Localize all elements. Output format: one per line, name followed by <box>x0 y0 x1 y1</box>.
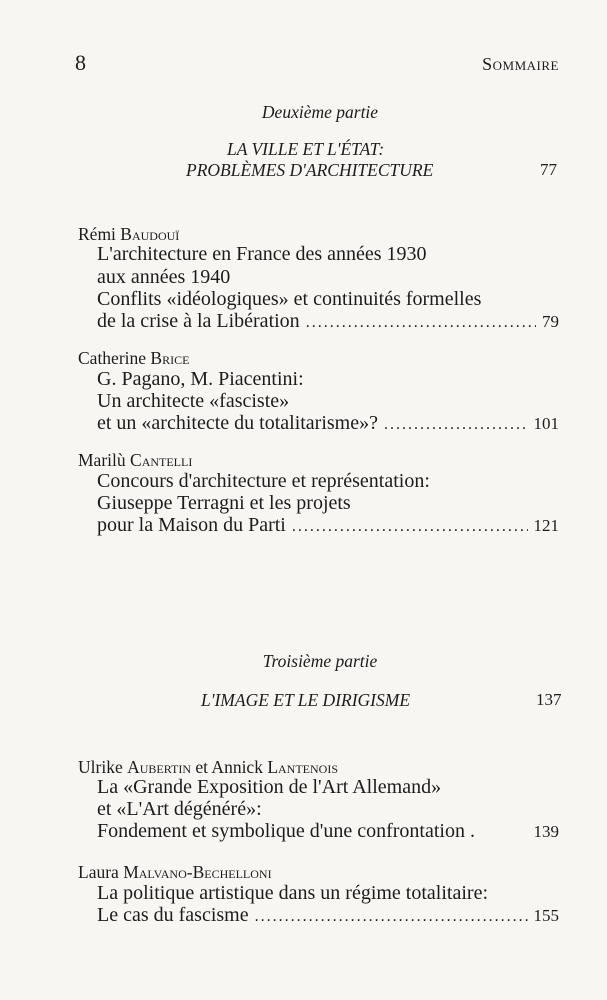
author-last-name: Brice <box>150 348 190 368</box>
entry-title-line: aux années 1940 <box>97 266 231 288</box>
entry-title-line: G. Pagano, M. Piacentini: <box>97 368 304 390</box>
entry-title-line: Giuseppe Terragni et les projets <box>97 492 351 514</box>
toc-entry-final-line <box>97 514 559 537</box>
entry-author <box>78 757 338 778</box>
dot-leader <box>292 518 528 536</box>
author-last-name: Cantelli <box>130 450 193 470</box>
author-first-name: Ulrike <box>78 757 128 777</box>
author-join: et Annick <box>191 757 268 777</box>
toc-entry-final-line <box>97 310 559 333</box>
part-page-number: 137 <box>536 690 562 709</box>
entry-page-number: 155 <box>533 906 559 925</box>
entry-title-line: de la crise à la Libération <box>97 310 300 332</box>
entry-title-line: et un «architecte du totalitarisme»? <box>97 412 378 434</box>
running-title: Sommaire <box>482 54 559 74</box>
entry-title-line: Conflits «idéologiques» et continuités formelles <box>97 288 482 310</box>
author-last-name: Malvano-Bechelloni <box>123 862 272 882</box>
part-label: Troisième partie <box>262 651 378 671</box>
entry-author <box>78 224 179 245</box>
part-label: Deuxième partie <box>261 102 379 122</box>
dot-leader <box>306 314 536 332</box>
author-last-name: Lantenois <box>267 757 339 777</box>
entry-page-number: 139 <box>533 822 559 841</box>
author-last-name: Baudouï <box>120 224 180 244</box>
part-page-number: 77 <box>540 160 557 179</box>
entry-title-line: et «L'Art dégénéré»: <box>97 798 262 820</box>
part-title: L'IMAGE ET LE DIRIGISME <box>201 690 411 710</box>
entry-title-line: Fondement et symbolique d'une confrontation . <box>97 820 475 842</box>
toc-entry-final-line <box>97 820 559 843</box>
entry-title-line: La politique artistique dans un régime totalitaire: <box>97 882 488 904</box>
entry-title-line: Le cas du fascisme <box>97 904 249 926</box>
dot-leader <box>255 908 528 926</box>
part-title-line1: LA VILLE ET L'ÉTAT: <box>227 139 385 159</box>
toc-entry-final-line <box>97 904 559 927</box>
author-last-name: Aubertin <box>127 757 192 777</box>
author-first-name: Catherine <box>78 348 151 368</box>
author-first-name: Marilù <box>78 450 131 470</box>
dot-leader <box>384 416 528 434</box>
entry-page-number: 101 <box>533 414 559 433</box>
entry-page-number: 79 <box>542 312 559 331</box>
entry-author <box>78 348 189 369</box>
author-first-name: Rémi <box>78 224 121 244</box>
entry-title-line: Concours d'architecture et représentation: <box>97 470 430 492</box>
entry-title-line: L'architecture en France des années 1930 <box>97 243 427 265</box>
entry-author <box>78 862 272 883</box>
entry-title-line: Un architecte «fasciste» <box>97 390 290 412</box>
entry-author <box>78 450 192 471</box>
toc-entry-final-line <box>97 412 559 435</box>
part-title-line2: PROBLÈMES D'ARCHITECTURE <box>186 160 434 180</box>
page-number: 8 <box>75 50 86 75</box>
author-first-name: Laura <box>78 862 124 882</box>
entry-title-line: La «Grande Exposition de l'Art Allemand» <box>97 776 442 798</box>
entry-page-number: 121 <box>533 516 559 535</box>
entry-title-line: pour la Maison du Parti <box>97 514 286 536</box>
